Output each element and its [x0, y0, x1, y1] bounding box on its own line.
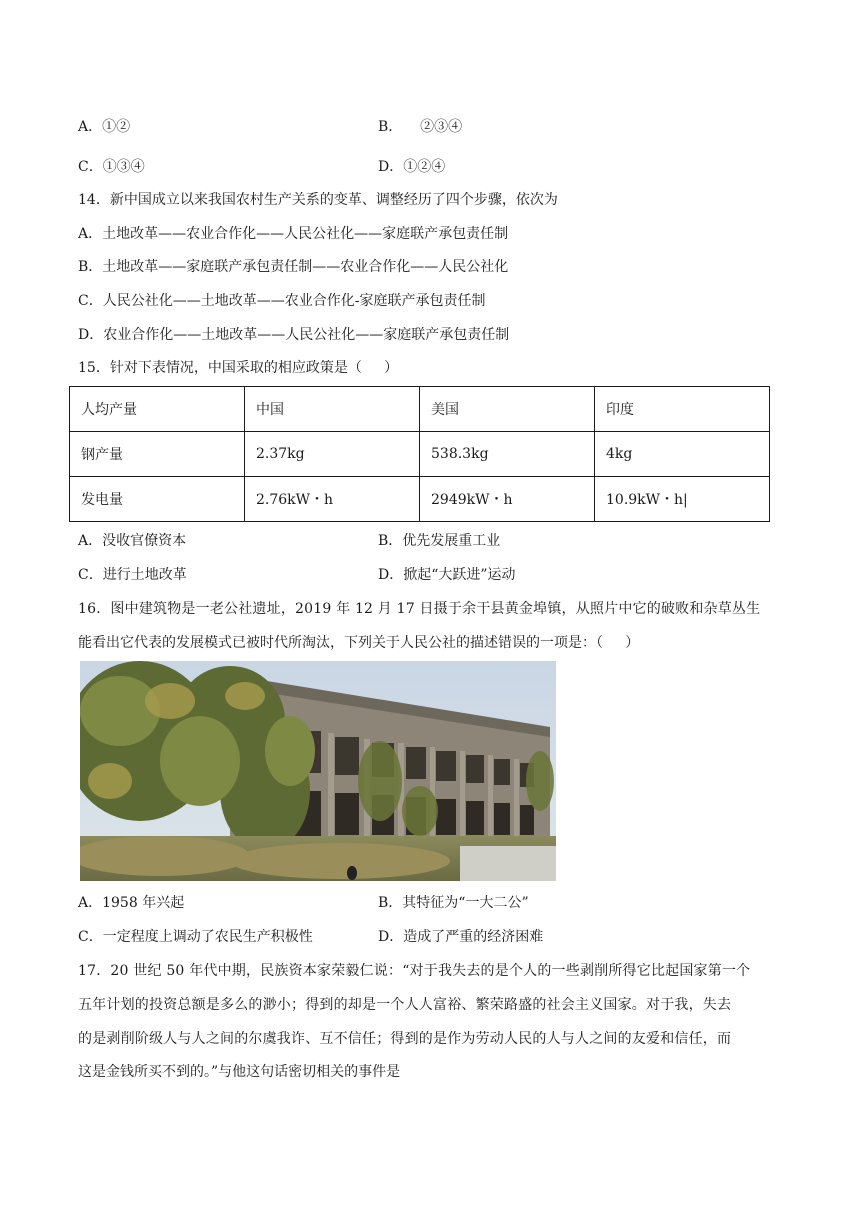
table-row [70, 477, 770, 522]
table-cell: 4kg [595, 432, 770, 477]
q15-option-b: B．优先发展重工业 [378, 533, 501, 549]
q13-option-a: A．①② [78, 119, 131, 135]
q16-stem-line2: 能看出它代表的发展模式已被时代所淘汰，下列关于人民公社的描述错误的一项是：（ ） [78, 635, 640, 651]
table-cell: 2.37kg [245, 432, 420, 477]
table-cell: 2949kW・h [420, 477, 595, 522]
q16-option-a: A．1958 年兴起 [78, 895, 185, 911]
q17-line4: 这是金钱所买不到的。”与他这句话密切相关的事件是 [78, 1064, 401, 1080]
table-header-cell: 美国 [420, 387, 595, 432]
q15-option-a: A．没收官僚资本 [78, 533, 187, 549]
table-cell: 发电量 [70, 477, 245, 522]
q15-option-c: C．进行土地改革 [78, 567, 187, 583]
commune-ruins-photo [80, 661, 556, 881]
q14-option-b: B．土地改革——家庭联产承包责任制——农业合作化——人民公社化 [78, 259, 509, 275]
table-header-cell: 中国 [245, 387, 420, 432]
q16-option-d: D．造成了严重的经济困难 [378, 929, 544, 945]
table-cell: 10.9kW・h| [595, 477, 770, 522]
q17-line2: 五年计划的投资总额是多么的渺小；得到的却是一个人人富裕、繁荣路盛的社会主义国家。对于我，失去 [78, 997, 732, 1013]
q16-option-c: C．一定程度上调动了农民生产积极性 [78, 929, 313, 945]
table-cell: 538.3kg [420, 432, 595, 477]
table-row [70, 432, 770, 477]
q16-option-b: B．其特征为“一大二公” [378, 895, 529, 911]
table-header-cell: 人均产量 [70, 387, 245, 432]
q16-stem-line1: 16．图中建筑物是一老公社遗址，2019 年 12 月 17 日摄于余干县黄金埠镇，从照片中它的破败和杂草丛生 [78, 601, 761, 617]
q15-data-table [69, 386, 770, 522]
table-header-cell: 印度 [595, 387, 770, 432]
q13-option-b: B． ②③④ [378, 119, 463, 135]
q14-option-c: C．人民公社化——土地改革——农业合作化-家庭联产承包责任制 [78, 293, 486, 309]
table-cell: 2.76kW・h [245, 477, 420, 522]
table-header-row [70, 387, 770, 432]
q17-line3: 的是剥削阶级人与人之间的尔虞我诈、互不信任；得到的是作为劳动人民的人与人之间的友爱和信任，而 [78, 1031, 732, 1047]
q17-line1: 17．20 世纪 50 年代中期，民族资本家荣毅仁说：“对于我失去的是个人的一些剥削所得它比起国家第一个 [78, 963, 751, 979]
q13-option-c: C．①③④ [78, 159, 145, 175]
q13-option-d: D．①②④ [378, 159, 446, 175]
q15-stem: 15．针对下表情况，中国采取的相应政策是（ ） [78, 360, 399, 376]
table-cell: 钢产量 [70, 432, 245, 477]
q14-option-d: D．农业合作化——土地改革——人民公社化——家庭联产承包责任制 [78, 327, 510, 343]
q14-option-a: A．土地改革——农业合作化——人民公社化——家庭联产承包责任制 [78, 226, 509, 242]
q15-option-d: D．掀起“大跃进”运动 [378, 567, 516, 583]
q14-stem: 14．新中国成立以来我国农村生产关系的变革、调整经历了四个步骤，依次为 [78, 192, 558, 208]
